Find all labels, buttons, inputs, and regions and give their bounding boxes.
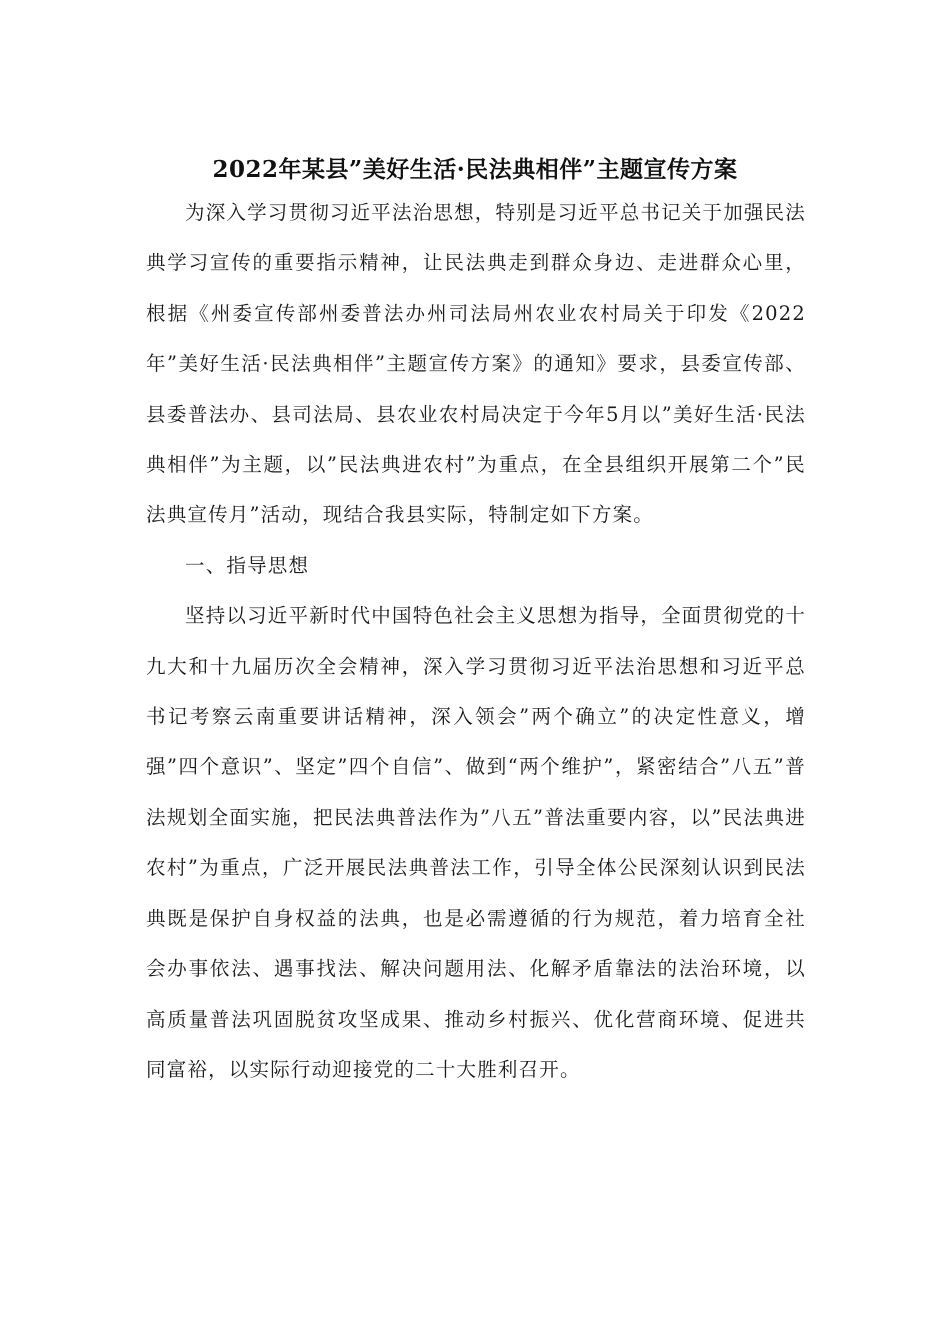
guiding-ideology-paragraph: 坚持以习近平新时代中国特色社会主义思想为指导，全面贯彻党的十九大和十九届历次全会精神，深入学习贯彻习近平法治思想和习近平总书记考察云南重要讲话精神，深入领会”两个确立”的决定性意义，增强”四个意识”、坚定”四个自信”、做到“两个维护”，紧密结合”八五”普法规划全面实施，把民法典普法作为”八五”普法重要内容，以”民法典进农村”为重点，广泛开展民法典普法工作，引导全体公民深刻认识到民法典既是保护自身权益的法典，也是必需遵循的行为规范，着力培育全社会办事依法、遇事找法、解决问题用法、化解矛盾靠法的法治环境，以高质量普法巩固脱贫攻坚成果、推动乡村振兴、优化营商环境、促进共同富裕，以实际行动迎接党的二十大胜利召开。 xyxy=(146,604,807,1081)
document-body xyxy=(146,188,806,1095)
section-heading-guiding-ideology: 一、指导思想 xyxy=(185,553,310,577)
document-title: 2022年某县”美好生活·民法典相伴”主题宣传方案 xyxy=(212,156,738,183)
intro-paragraph: 为深入学习贯彻习近平法治思想，特别是习近平总书记关于加强民法典学习宣传的重要指示精神，让民法典走到群众身边、走进群众心里，根据《州委宣传部州委普法办州司法局州农业农村局关于印发《2022年”美好生活·民法典相伴”主题宣传方案》的通知》要求，县委宣传部、县委普法办、县司法局、县农业农村局决定于今年5月以”美好生活·民法典相伴”为主题，以”民法典进农村”为重点，在全县组织开展第二个”民法典宣传月”活动，现结合我县实际，特制定如下方案。 xyxy=(146,201,807,527)
